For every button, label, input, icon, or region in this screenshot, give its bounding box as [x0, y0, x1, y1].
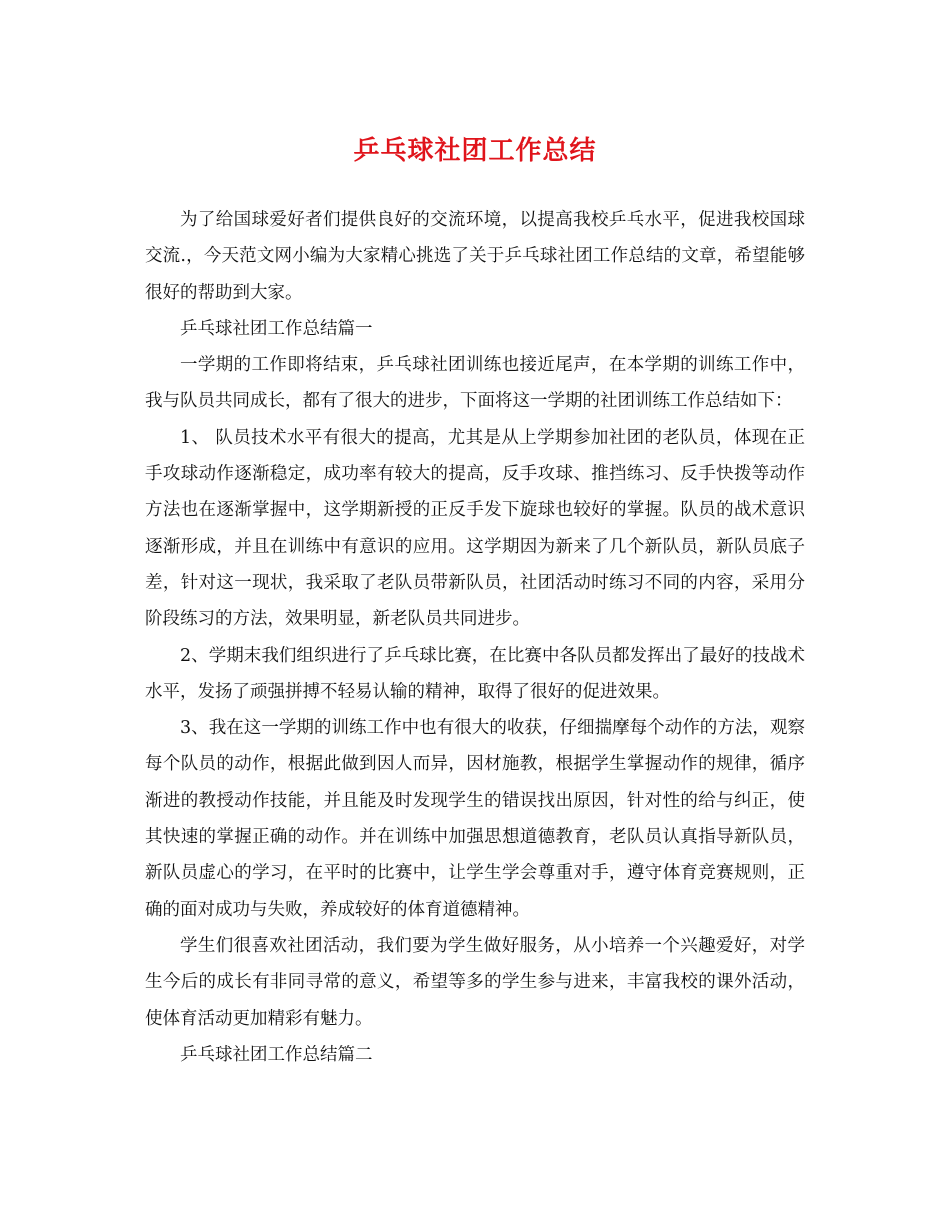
- document-body: [145, 202, 805, 1073]
- paragraph-point-1: 1、 队员技术水平有很大的提高，尤其是从上学期参加社团的老队员，体现在正手攻球动作逐渐稳定，成功率有较大的提高，反手攻球、推挡练习、反手快拨等动作方法也在逐渐掌握中，这学期新授的正反手发下旋球也较好的掌握。队员的战术意识逐渐形成，并且在训练中有意识的应用。这学期因为新来了几个新队员，新队员底子差，针对这一现状，我采取了老队员带新队员，社团活动时练习不同的内容，采用分阶段练习的方法，效果明显，新老队员共同进步。: [145, 427, 805, 630]
- intro-paragraph: 为了给国球爱好者们提供良好的交流环境，以提高我校乒乓水平，促进我校国球交流.，今天范文网小编为大家精心挑选了关于乒乓球社团工作总结的文章，希望能够很好的帮助到大家。: [145, 210, 805, 303]
- paragraph-closing: 学生们很喜欢社团活动，我们要为学生做好服务，从小培养一个兴趣爱好，对学生今后的成长有非同寻常的意义，希望等多的学生参与进来，丰富我校的课外活动，使体育活动更加精彩有魅力。: [145, 935, 805, 1029]
- section-heading-1: 乒乓球社团工作总结篇一: [180, 318, 373, 339]
- paragraph-point-2: 2、学期末我们组织进行了乒乓球比赛，在比赛中各队员都发挥出了最好的技战术水平，发扬了顽强拼搏不轻易认输的精神，取得了很好的促进效果。: [145, 645, 805, 702]
- paragraph-opening: 一学期的工作即将结束，乒乓球社团训练也接近尾声，在本学期的训练工作中，我与队员共同成长，都有了很大的进步，下面将这一学期的社团训练工作总结如下：: [145, 355, 805, 412]
- paragraph-point-3: 3、我在这一学期的训练工作中也有很大的收获，仔细揣摩每个动作的方法，观察每个队员的动作，根据此做到因人而异，因材施教，根据学生掌握动作的规律，循序渐进的教授动作技能，并且能及时发现学生的错误找出原因，针对性的给与纠正，使其快速的掌握正确的动作。并在训练中加强思想道德教育，老队员认真指导新队员，新队员虚心的学习，在平时的比赛中，让学生学会尊重对手，遵守体育竞赛规则，正确的面对成功与失败，养成较好的体育道德精神。: [145, 718, 805, 920]
- section-heading-2: 乒乓球社团工作总结篇二: [180, 1044, 373, 1065]
- document-title: 乒乓球社团工作总结: [353, 136, 597, 166]
